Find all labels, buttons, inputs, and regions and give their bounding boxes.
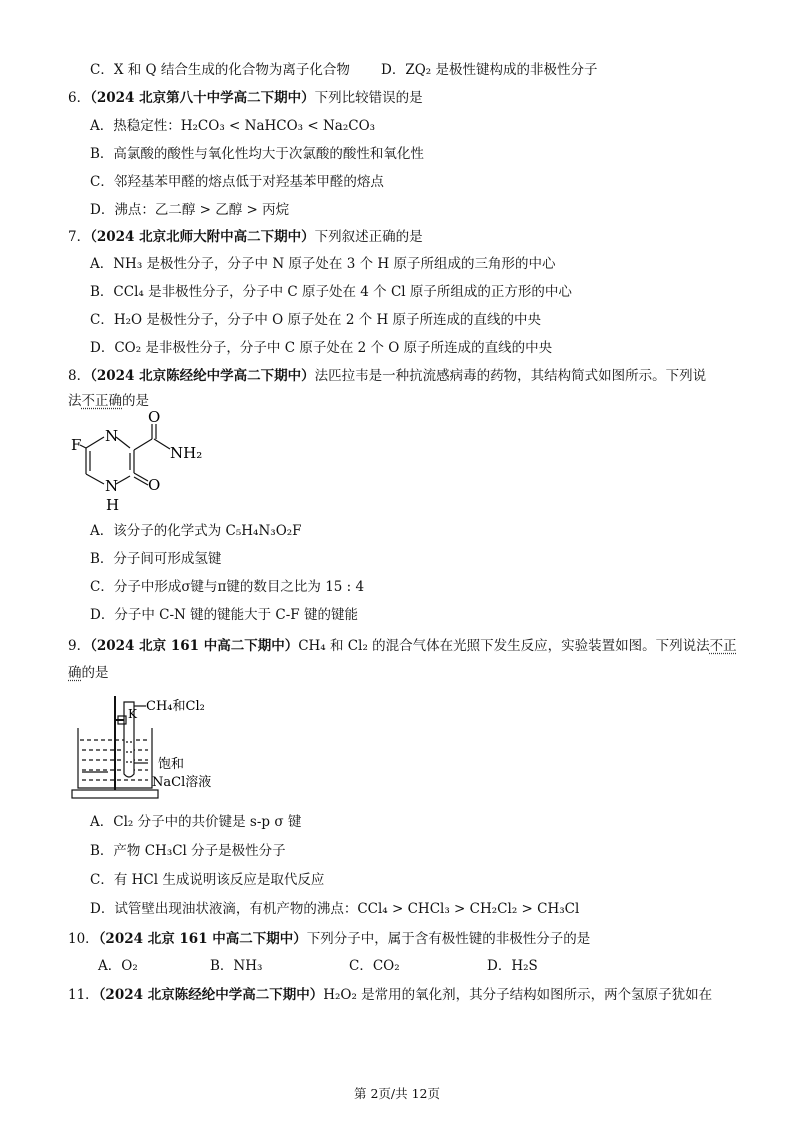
- q9-option-b: B．产物 CH₃Cl 分子是极性分子: [90, 843, 286, 859]
- liquid-label-line2: NaCl溶液: [152, 775, 212, 790]
- question-9-stem: [68, 636, 737, 656]
- question-source: （2024 北京第八十中学高二下期中）: [90, 90, 315, 106]
- question-text: CH₄ 和 Cl₂ 的混合气体在光照下发生反应，实验装置如图。下列说法: [298, 638, 710, 654]
- question-text: 法: [68, 393, 82, 409]
- question-source: （2024 北京北师大附中高二下期中）: [90, 229, 315, 245]
- question-source: （2024 北京 161 中高二下期中）: [98, 931, 307, 947]
- nitrogen-atom-top: N: [105, 427, 119, 445]
- amide-nh2: NH₂: [170, 444, 203, 462]
- question-10-stem: [68, 929, 590, 949]
- q10-option-c: C．CO₂: [349, 958, 400, 974]
- question-11-stem: [68, 985, 712, 1005]
- q9-option-a: A．Cl₂ 分子中的共价键是 s-p σ 键: [90, 814, 302, 830]
- stand-base: [72, 790, 158, 798]
- question-text: 的是: [81, 665, 109, 681]
- nitrogen-atom-bottom: N: [105, 477, 119, 495]
- q10-option-b: B．NH₃: [210, 958, 263, 974]
- question-8-stem: [68, 366, 706, 386]
- question-number: 6．: [68, 90, 91, 106]
- question-number: 7．: [68, 229, 91, 245]
- question-number: 10．: [68, 931, 99, 947]
- gas-label: CH₄和Cl₂: [146, 699, 205, 714]
- q8-option-d: D．分子中 C-N 键的键能大于 C-F 键的键能: [90, 607, 358, 623]
- q10-option-d: D．H₂S: [487, 958, 538, 974]
- q5-option-d: D．ZQ₂ 是极性键构成的非极性分子: [381, 62, 598, 78]
- emphasis-not-correct: 确: [68, 665, 82, 681]
- question-number: 8．: [68, 368, 91, 384]
- favipiravir-structure: [68, 408, 218, 514]
- q7-option-c: C．H₂O 是极性分子，分子中 O 原子处在 2 个 H 原子所连成的直线的中央: [90, 312, 542, 328]
- question-9-stem-cont: [68, 663, 109, 683]
- question-text: 下列分子中，属于含有极性键的非极性分子的是: [306, 931, 591, 947]
- q10-option-a: A．O₂: [98, 958, 138, 974]
- question-7-stem: [68, 227, 423, 247]
- question-source: （2024 北京 161 中高二下期中）: [90, 638, 299, 654]
- q7-option-a: A．NH₃ 是极性分子，分子中 N 原子处在 3 个 H 原子所组成的三角形的中心: [90, 256, 556, 272]
- hydrogen-atom: H: [106, 496, 120, 514]
- q6-option-b: B．高氯酸的酸性与氧化性均大于次氯酸的酸性和氧化性: [90, 146, 424, 162]
- q6-option-d: D．沸点：乙二醇 > 乙醇 > 丙烷: [90, 202, 290, 218]
- liquid-label-line1: 饱和: [158, 757, 185, 772]
- q7-option-d: D．CO₂ 是非极性分子，分子中 C 原子处在 2 个 O 原子所连成的直线的中央: [90, 340, 553, 356]
- emphasis-not-correct: 不正: [709, 638, 737, 654]
- experiment-apparatus: [70, 688, 230, 804]
- question-text: 下列叙述正确的是: [314, 229, 423, 245]
- fluorine-atom: F: [71, 436, 82, 454]
- q6-option-a: A．热稳定性：H₂CO₃ < NaHCO₃ < Na₂CO₃: [90, 118, 376, 134]
- question-6-stem: [68, 88, 423, 108]
- amide-oxygen: O: [148, 408, 161, 426]
- question-text: 法匹拉韦是一种抗流感病毒的药物，其结构简式如图所示。下列说: [314, 368, 707, 384]
- q8-option-b: B．分子间可形成氢键: [90, 551, 222, 567]
- clamp-k-label: K: [128, 707, 137, 721]
- question-source: （2024 北京陈经纶中学高二下期中）: [98, 987, 324, 1003]
- question-8-stem-cont: [68, 391, 149, 411]
- question-text: 下列比较错误的是: [314, 90, 423, 106]
- q8-option-c: C．分子中形成σ键与π键的数目之比为 15 : 4: [90, 579, 365, 595]
- question-source: （2024 北京陈经纶中学高二下期中）: [90, 368, 315, 384]
- question-text: 的是: [122, 393, 149, 409]
- q5-option-c: C．X 和 Q 结合生成的化合物为离子化合物: [90, 62, 350, 78]
- emphasis-not-correct: 不正确: [81, 393, 122, 409]
- question-number: 11．: [68, 987, 99, 1003]
- ketone-oxygen: O: [148, 476, 161, 494]
- question-text: H₂O₂ 是常用的氧化剂，其分子结构如图所示，两个氢原子犹如在: [323, 987, 713, 1003]
- page-footer: 第 2页/共 12页: [353, 1086, 441, 1101]
- question-number: 9．: [68, 638, 91, 654]
- q8-option-a: A．该分子的化学式为 C₅H₄N₃O₂F: [90, 523, 302, 539]
- q6-option-c: C．邻羟基苯甲醛的熔点低于对羟基苯甲醛的熔点: [90, 174, 384, 190]
- q9-option-d: D．试管壁出现油状液滴，有机产物的沸点：CCl₄ > CHCl₃ > CH₂Cl₂ > CH₃Cl: [90, 901, 580, 917]
- q9-option-c: C．有 HCl 生成说明该反应是取代反应: [90, 872, 325, 888]
- q7-option-b: B．CCl₄ 是非极性分子，分子中 C 原子处在 4 个 Cl 原子所组成的正方形的中心: [90, 284, 572, 300]
